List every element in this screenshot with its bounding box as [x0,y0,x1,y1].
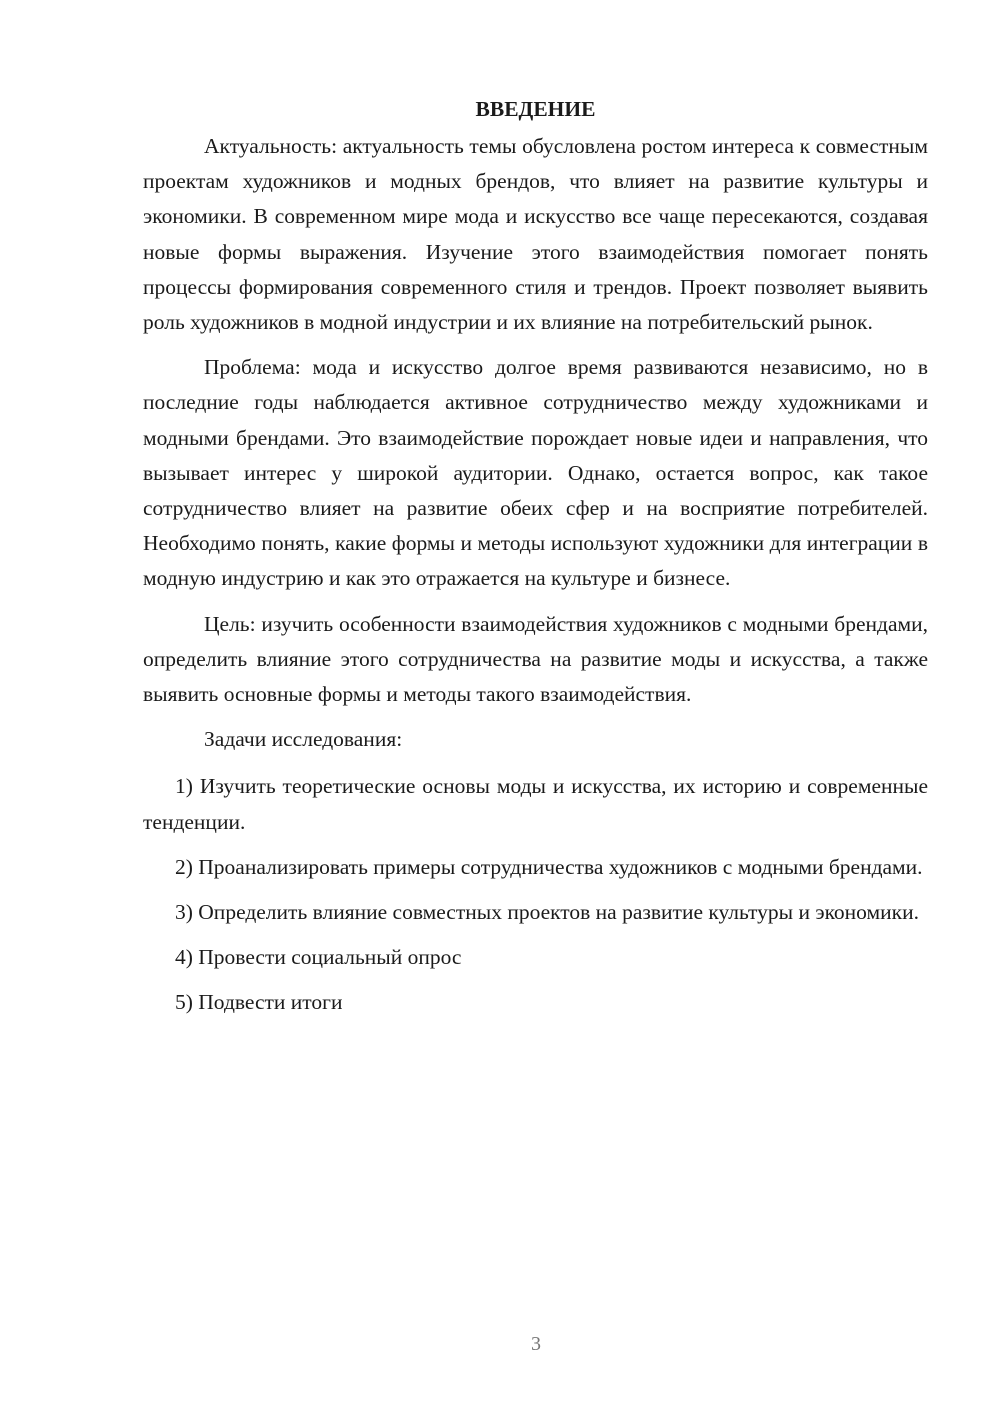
task-item: 5) Подвести итоги [175,990,343,1015]
tasks-heading: Задачи исследования: [204,727,403,752]
task-item: 4) Провести социальный опрос [175,945,462,970]
paragraph-problem: Проблема: мода и искусство долгое время развиваются независимо, но в последние годы наблюдается активное сотрудничество между художниками и модными брендами. Это взаимодействие порождает новые идеи и направления, что вызывает интерес у широкой аудитории. Однако, остается вопрос, как такое сотрудничество влияет на развитие обеих сфер и на восприятие потребителей. Необходимо понять, какие формы и методы используют художники для интеграции в модную индустрию и как это отражается на культуре и бизнесе. [143,355,928,591]
task-item: 1) Изучить теоретические основы моды и искусства, их историю и современные тенденции. [143,774,928,834]
document-page [143,92,928,1031]
task-item: 3) Определить влияние совместных проектов на развитие культуры и экономики. [175,900,919,925]
page-number: 3 [531,1333,541,1355]
section-title: ВВЕДЕНИЕ [475,97,596,121]
paragraph-goal: Цель: изучить особенности взаимодействия художников с модными брендами, определить влияние этого сотрудничества на развитие моды и искусства, а также выявить основные формы и методы такого взаимодействия. [143,611,928,707]
task-item: 2) Проанализировать примеры сотрудничества художников с модными брендами. [175,854,923,879]
paragraph-relevance: Актуальность: актуальность темы обусловлена ростом интереса к совместным проектам художников и модных брендов, что влияет на развитие культуры и экономики. В современном мире мода и искусство все чаще пересекаются, создавая новые формы выражения. Изучение этого взаимодействия помогает понять процессы формирования современного стиля и трендов. Проект позволяет выявить роль художников в модной индустрии и их влияние на потребительский рынок. [143,134,928,335]
